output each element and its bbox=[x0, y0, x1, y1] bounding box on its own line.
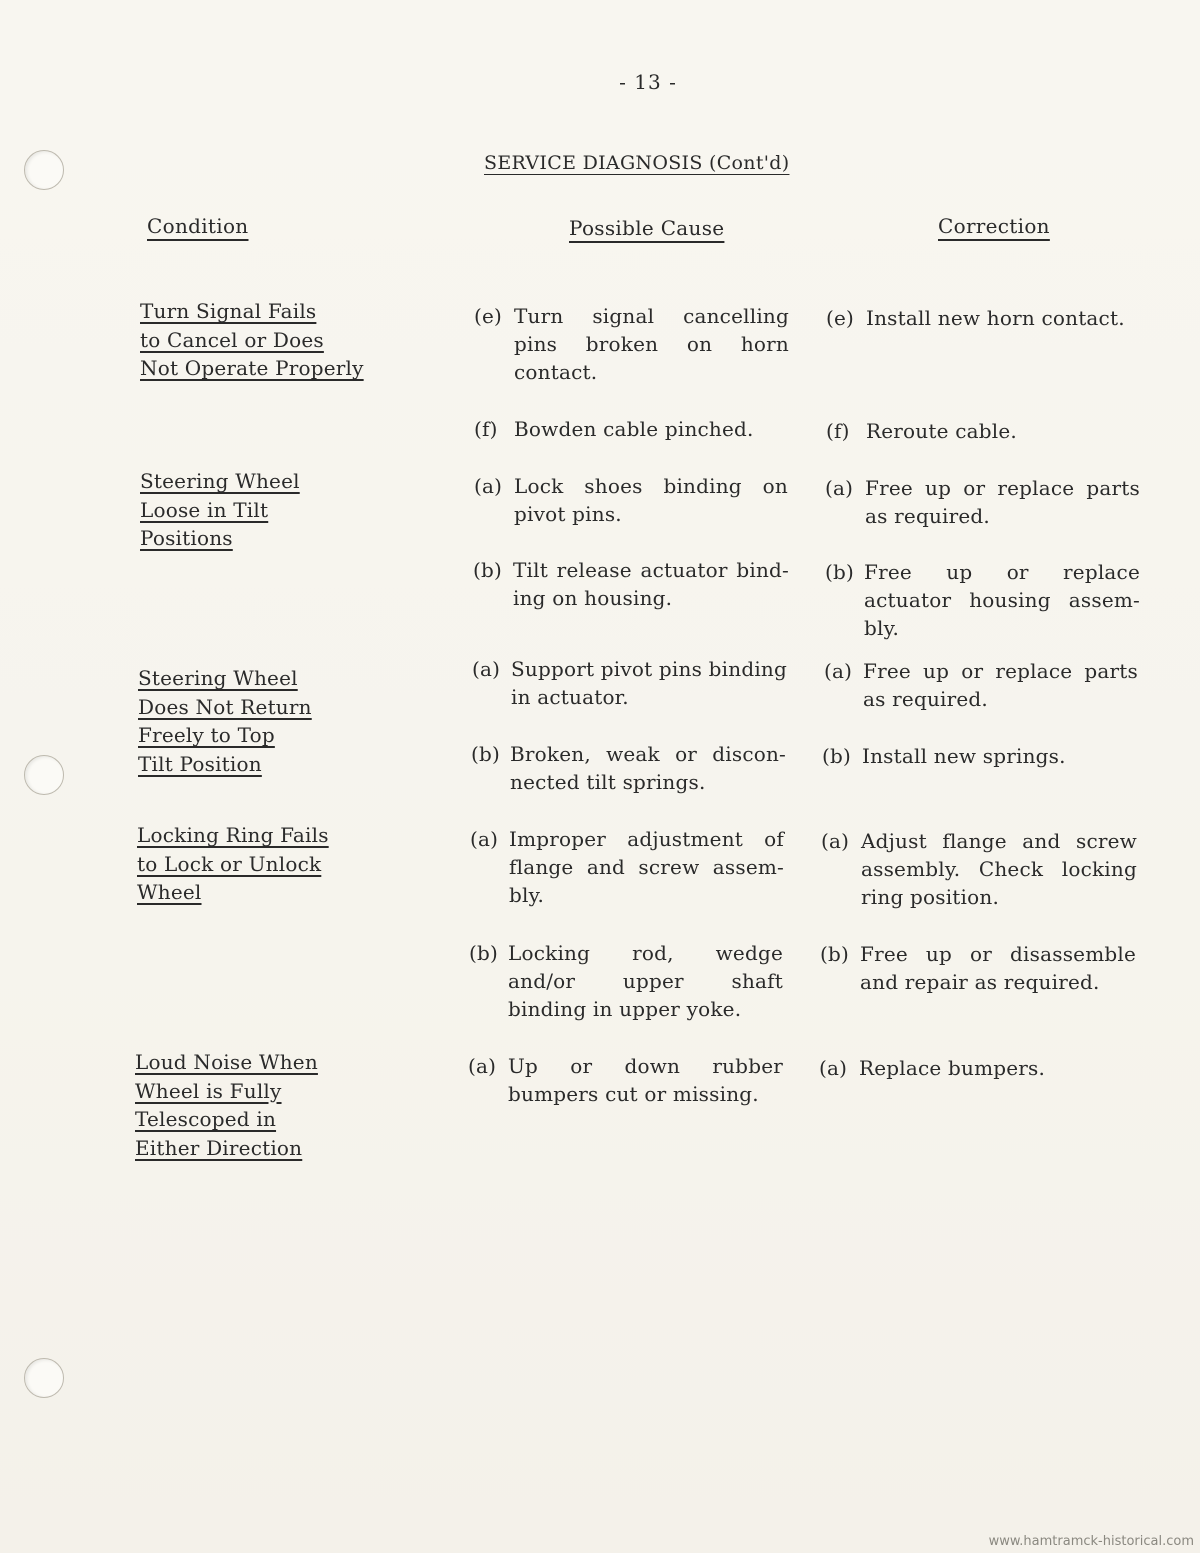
condition-line: Wheel is Fully bbox=[135, 1078, 282, 1103]
correction-label: (a) bbox=[821, 829, 850, 853]
correction-text: Free up or replace actuator housing assem-bly. bbox=[864, 560, 1140, 640]
cause-label: (b) bbox=[473, 558, 503, 582]
correction-text: Free up or replace parts as required. bbox=[865, 476, 1140, 528]
page-title: SERVICE DIAGNOSIS (Cont'd) bbox=[484, 152, 790, 174]
condition-line: Steering Wheel bbox=[140, 469, 300, 493]
correction-label: (f) bbox=[826, 419, 850, 443]
correction-text: Adjust flange and screw assembly. Check locking ring position. bbox=[861, 829, 1137, 909]
column-header-condition: Condition bbox=[147, 214, 249, 238]
condition-line: to Cancel or Does bbox=[140, 327, 324, 352]
correction-label: (a) bbox=[819, 1056, 848, 1080]
cause-text: Locking rod, wedge and/or upper shaft binding in upper yoke. bbox=[508, 941, 783, 1021]
column-header-cause: Possible Cause bbox=[569, 216, 725, 240]
footer-watermark: www.hamtramck-historical.com bbox=[988, 1534, 1194, 1549]
cause-label: (b) bbox=[469, 941, 499, 965]
correction-text: Free up or replace parts as required. bbox=[863, 659, 1138, 711]
condition-line: Loose in Tilt bbox=[140, 497, 269, 522]
condition-item bbox=[138, 664, 312, 778]
cause-label: (a) bbox=[468, 1054, 497, 1078]
cause-label: (e) bbox=[474, 304, 503, 328]
correction-text: Free up or disassemble and repair as required. bbox=[860, 942, 1136, 994]
condition-line: Does Not Return bbox=[138, 694, 312, 719]
cause-label: (b) bbox=[471, 742, 501, 766]
correction-text: Reroute cable. bbox=[866, 419, 1017, 443]
correction-text: Install new horn contact. bbox=[866, 306, 1125, 330]
condition-line: Wheel bbox=[137, 880, 202, 904]
condition-line: Locking Ring Fails bbox=[137, 823, 329, 847]
correction-text: Install new springs. bbox=[862, 744, 1066, 768]
condition-line: Loud Noise When bbox=[135, 1050, 318, 1074]
condition-line: Telescoped in bbox=[135, 1107, 277, 1131]
cause-text: Up or down rubber bumpers cut or missing. bbox=[508, 1054, 783, 1106]
condition-line: Turn Signal Fails bbox=[140, 299, 317, 323]
condition-item bbox=[140, 297, 364, 383]
condition-line: Freely to Top bbox=[138, 723, 275, 747]
correction-label: (b) bbox=[820, 942, 850, 966]
condition-line: Either Direction bbox=[135, 1135, 303, 1160]
condition-item bbox=[140, 467, 300, 553]
condition-line: Tilt Position bbox=[138, 751, 262, 776]
condition-item bbox=[135, 1048, 318, 1162]
condition-line: Not Operate Properly bbox=[140, 356, 364, 380]
condition-item bbox=[137, 821, 329, 907]
cause-text: Lock shoes binding on pivot pins. bbox=[514, 474, 788, 526]
page-number: - 13 - bbox=[619, 70, 677, 94]
column-header-correction: Correction bbox=[938, 214, 1050, 238]
punch-hole bbox=[24, 755, 64, 795]
condition-line: Steering Wheel bbox=[138, 666, 298, 690]
condition-line: Positions bbox=[140, 526, 233, 550]
cause-text: Tilt release actuator bind-ing on housing. bbox=[513, 558, 789, 610]
cause-label: (a) bbox=[474, 474, 503, 498]
correction-label: (a) bbox=[824, 659, 853, 683]
correction-label: (b) bbox=[822, 744, 852, 768]
cause-text: Support pivot pins binding in actuator. bbox=[511, 657, 787, 709]
cause-text: Improper adjustment of flange and screw assem-bly. bbox=[509, 827, 784, 907]
cause-label: (a) bbox=[472, 657, 501, 681]
correction-label: (e) bbox=[826, 306, 855, 330]
cause-text: Broken, weak or discon-nected tilt springs. bbox=[510, 742, 786, 794]
cause-label: (a) bbox=[470, 827, 499, 851]
cause-text: Bowden cable pinched. bbox=[514, 417, 754, 441]
punch-hole bbox=[24, 1358, 64, 1398]
correction-text: Replace bumpers. bbox=[859, 1056, 1046, 1080]
correction-label: (b) bbox=[825, 560, 855, 584]
cause-label: (f) bbox=[474, 417, 498, 441]
punch-hole bbox=[24, 150, 64, 190]
condition-line: to Lock or Unlock bbox=[137, 851, 322, 876]
correction-label: (a) bbox=[825, 476, 854, 500]
cause-text: Turn signal cancelling pins broken on horn contact. bbox=[514, 304, 789, 384]
